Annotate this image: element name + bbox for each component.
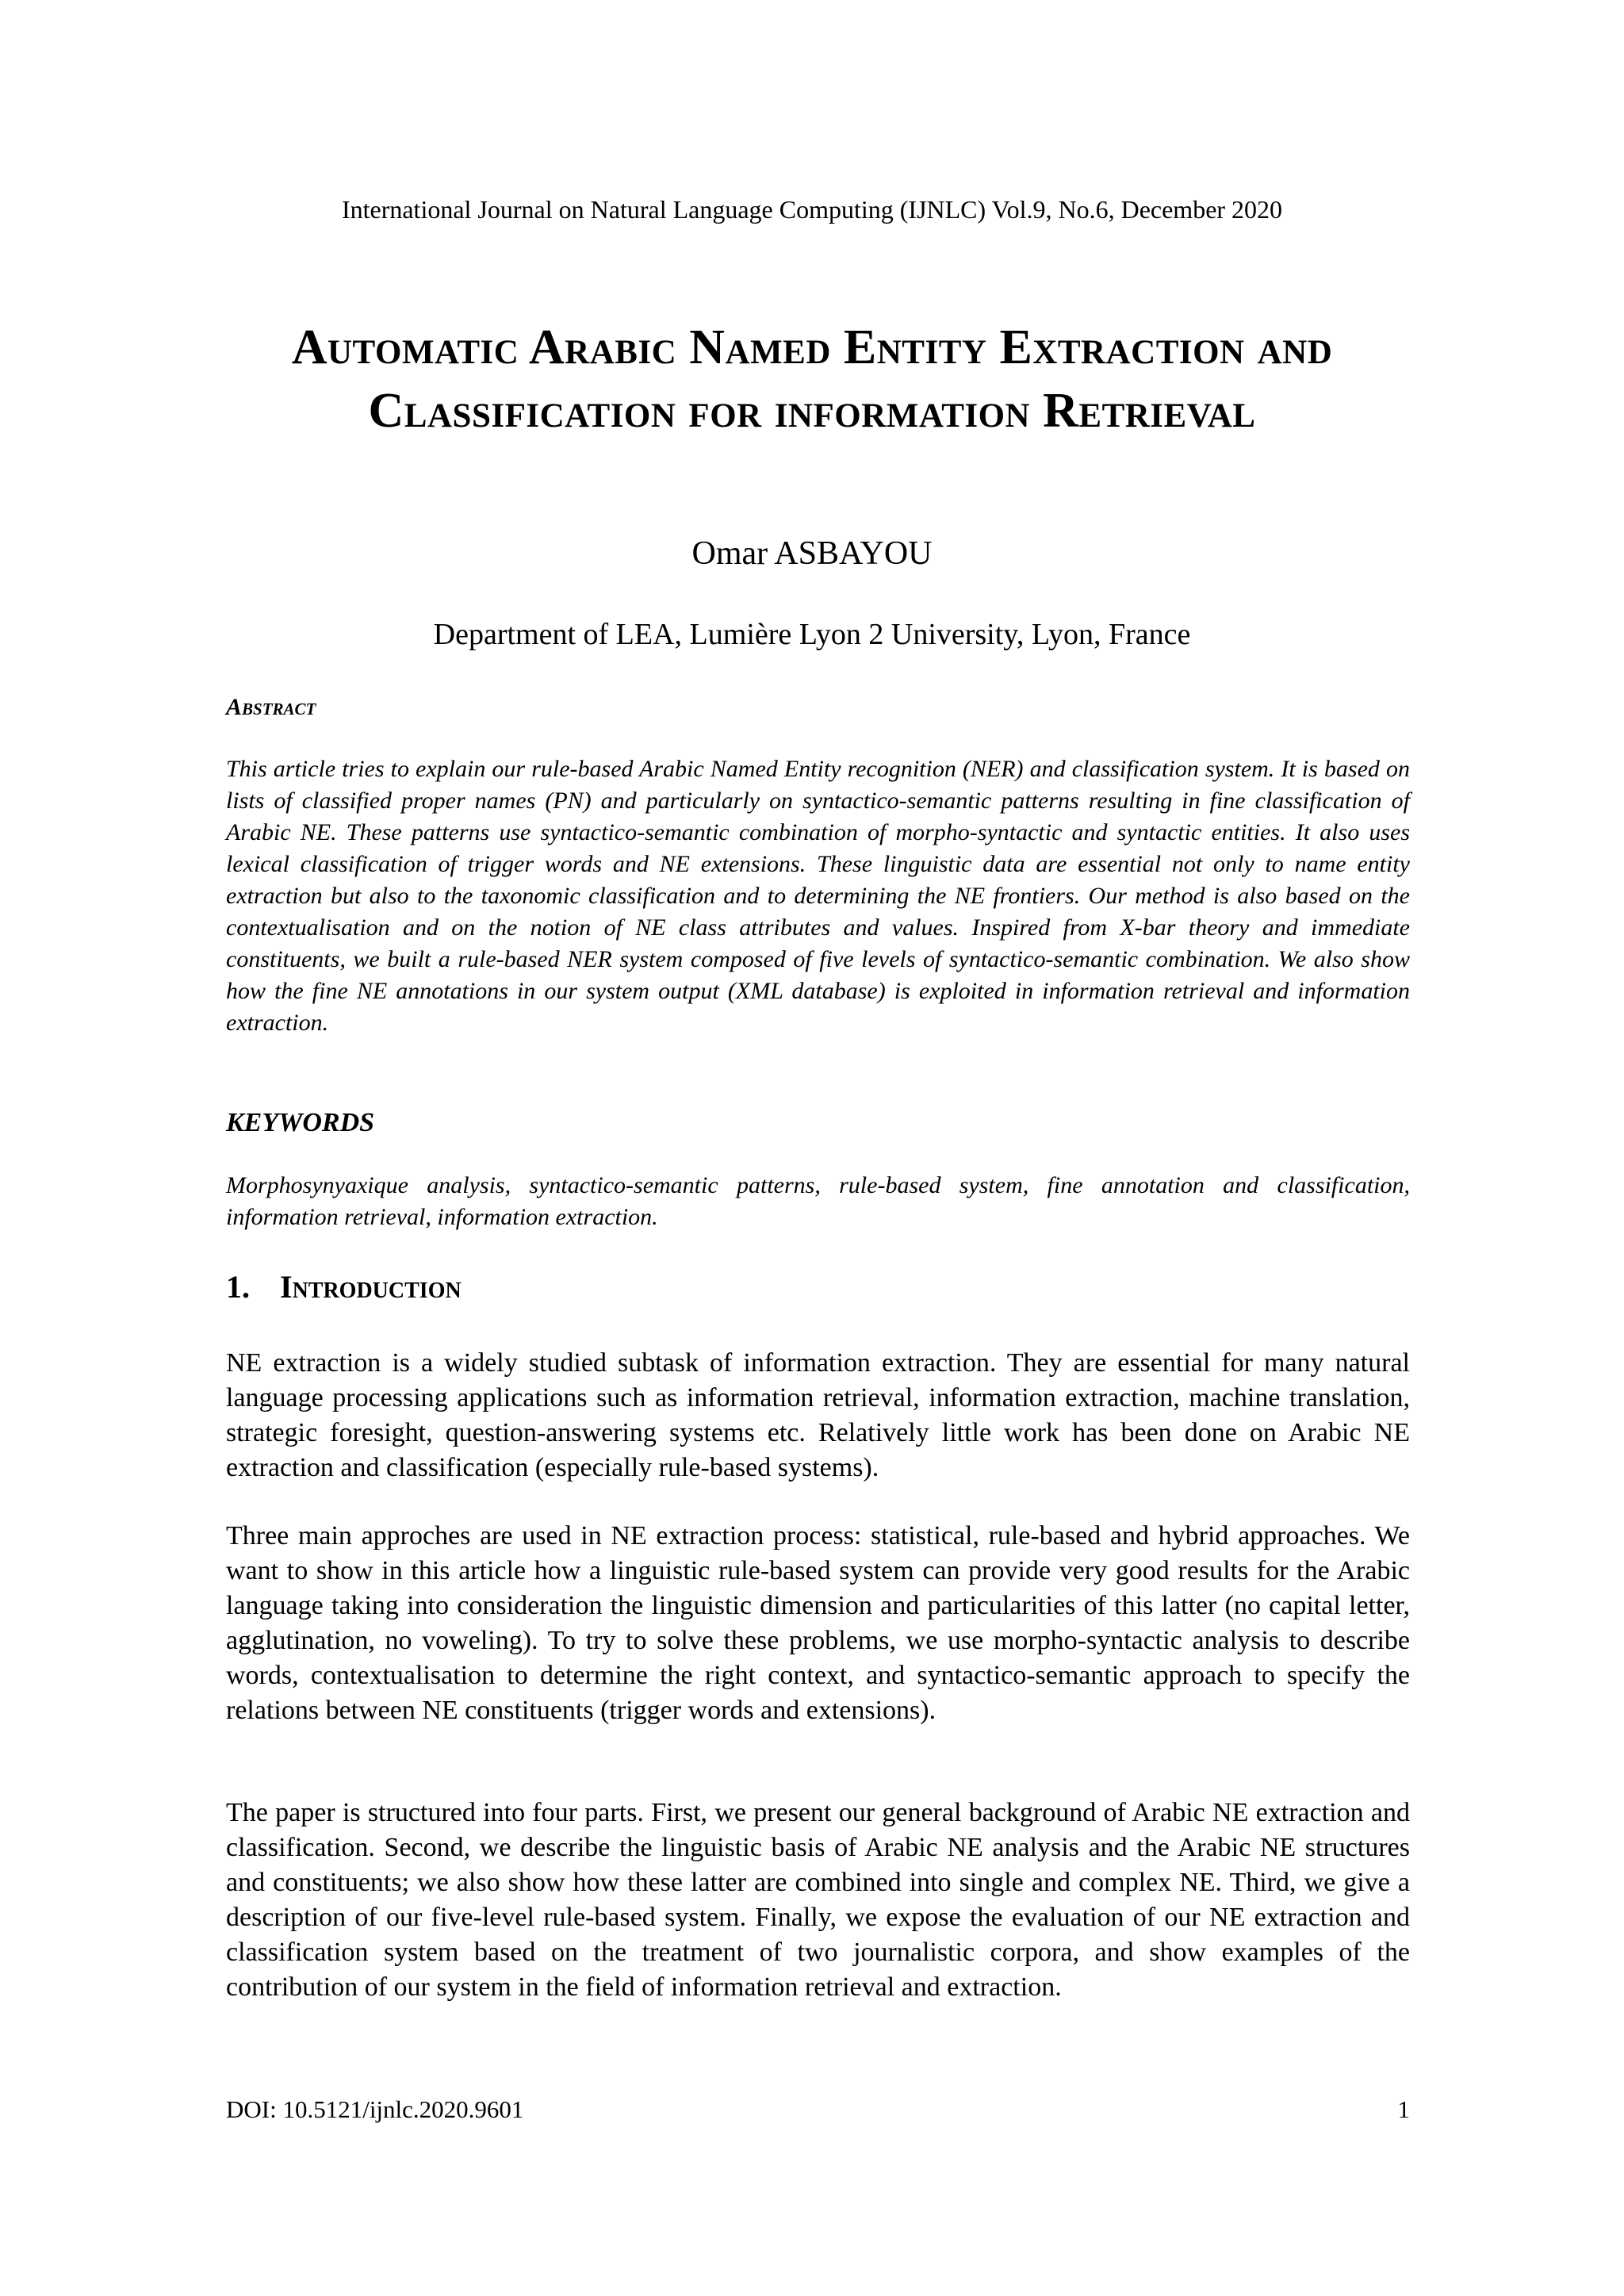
journal-header: International Journal on Natural Language Computing (IJNLC) Vol.9, No.6, December 2020 bbox=[341, 195, 1283, 224]
section-title: Introduction bbox=[280, 1269, 462, 1305]
abstract-text: This article tries to explain our rule-based Arabic Named Entity recognition (NER) and classification system. It is based on lists of classified proper names (PN) and particularly on syntactico-semantic patterns resulting in fine classification of Arabic NE. These patterns use syntactico-semantic combination of morpho-syntactic and syntactic entities. It also uses lexical classification of trigger words and NE extensions. These linguistic data are essential not only to name entity extraction but also to the taxonomic classification and to determining the NE frontiers. Our method is also based on the contextualisation and on the notion of NE class attributes and values. Inspired from X-bar theory and immediate constituents, we built a rule-based NER system composed of five levels of syntactico-semantic combination. We also show how the fine NE annotations in our system output (XML database) is exploited in information retrieval and information extraction. bbox=[226, 756, 1410, 1036]
keywords-heading: KEYWORDS bbox=[226, 1108, 375, 1137]
author-name: Omar ASBAYOU bbox=[691, 535, 933, 572]
abstract-heading: Abstract bbox=[226, 694, 316, 720]
section-heading bbox=[226, 1267, 1410, 1308]
intro-paragraph-2: Three main approches are used in NE extraction process: statistical, rule-based and hybrid approaches. We want to show in this article how a linguistic rule-based system can provide very good results for the Arabic language taking into consideration the linguistic dimension and particularities of this latter (no capital letter, agglutination, no voweling). To try to solve these problems, we use morpho-syntactic analysis to describe words, contextualisation to determine the right context, and syntactico-semantic approach to specify the relations between NE constituents (trigger words and extensions). bbox=[226, 1521, 1410, 1725]
intro-paragraph-3: The paper is structured into four parts. First, we present our general background of Arabic NE extraction and classification. Second, we describe the linguistic basis of Arabic NE analysis and the Arabic NE structures and constituents; we also show how these latter are combined into single and complex NE. Third, we give a description of our five-level rule-based system. Finally, we expose the evaluation of our NE extraction and classification system based on the treatment of two journalistic corpora, and show examples of the contribution of our system in the field of information retrieval and extraction. bbox=[226, 1798, 1410, 2002]
intro-paragraph-1: NE extraction is a widely studied subtask of information extraction. They are essential for many natural language processing applications such as information retrieval, information extraction, machine translation, strategic foresight, question-answering systems etc. Relatively little work has been done on Arabic NE extraction and classification (especially rule-based systems). bbox=[226, 1348, 1410, 1482]
page-number: 1 bbox=[1397, 2095, 1410, 2123]
section-number: 1. bbox=[226, 1269, 250, 1305]
keywords-text: Morphosynyaxique analysis, syntactico-semantic patterns, rule-based system, fine annotation and classification, information retrieval, information extraction. bbox=[226, 1172, 1410, 1230]
doi-link[interactable]: DOI: 10.5121/ijnlc.2020.9601 bbox=[226, 2095, 524, 2123]
author-affiliation: Department of LEA, Lumière Lyon 2 University, Lyon, France bbox=[433, 618, 1191, 651]
paper-title: Automatic Arabic Named Entity Extraction and Classification for information Retrieval bbox=[291, 320, 1333, 438]
